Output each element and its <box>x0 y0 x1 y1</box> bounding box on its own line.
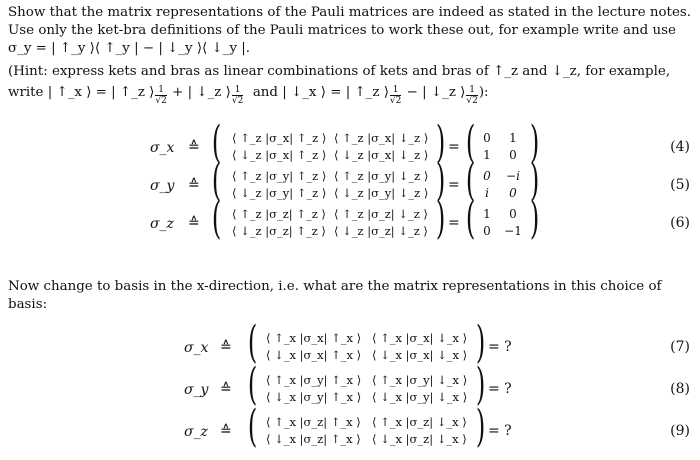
equation-label: σ_x <box>184 340 209 356</box>
right-paren: ) <box>529 117 540 168</box>
hint-part-b: + | ↓_z ⟩ <box>172 85 231 100</box>
fraction-numerator: 1 <box>155 85 166 96</box>
fraction <box>390 85 401 106</box>
fraction-numerator: 1 <box>466 85 477 96</box>
left-paren: ( <box>465 117 476 168</box>
fraction <box>466 85 477 106</box>
intro-line-2: Use only the ket-bra definitions of the Pauli matrices to work these out, for example write and use <box>8 23 676 38</box>
right-paren: ) <box>529 193 540 244</box>
matrix-cell: ⟨ ↑_z |σ_x| ↓_z ⟩ <box>334 131 429 145</box>
fraction <box>155 85 166 106</box>
matrix-cell: ⟨ ↓_z |σ_z| ↓_z ⟩ <box>334 224 428 238</box>
equation-number: (5) <box>670 177 690 193</box>
matrix-cell: ⟨ ↑_z |σ_y| ↓_z ⟩ <box>334 169 429 183</box>
matrix-cell: ⟨ ↑_x |σ_z| ↑_x ⟩ <box>266 415 361 429</box>
corresponds-symbol: ≙ <box>220 381 232 397</box>
matrix-value: −1 <box>504 224 522 238</box>
fraction <box>232 85 243 106</box>
matrix-cell: ⟨ ↓_x |σ_z| ↑_x ⟩ <box>266 432 361 446</box>
matrix-cell: ⟨ ↓_x |σ_z| ↓_x ⟩ <box>372 432 467 446</box>
intro-line-1: Show that the matrix representations of the Pauli matrices are indeed as stated in the lecture notes. <box>8 5 691 20</box>
matrix-value: 0 <box>483 169 491 183</box>
matrix-cell: ⟨ ↑_z |σ_y| ↑_z ⟩ <box>232 169 327 183</box>
right-paren: ) <box>475 359 486 410</box>
matrix-cell: ⟨ ↓_x |σ_y| ↓_x ⟩ <box>372 390 468 404</box>
corresponds-symbol: ≙ <box>188 215 200 231</box>
equals-sign: = <box>448 139 460 155</box>
matrix-cell: ⟨ ↑_x |σ_x| ↓_x ⟩ <box>372 331 468 345</box>
equation-label: σ_y <box>184 382 209 398</box>
hint-part-d: − | ↓_z ⟩ <box>406 85 466 100</box>
matrix-value: 0 <box>509 207 517 221</box>
matrix-value: 0 <box>509 148 517 162</box>
hint-line-1: (Hint: express kets and bras as linear combinations of kets and bras of ↑_z and ↓_z, for example, <box>8 64 671 79</box>
left-paren: ( <box>465 155 476 206</box>
equals-sign: = <box>448 177 460 193</box>
matrix-value: 1 <box>483 148 491 162</box>
equation-row-4 <box>0 117 700 168</box>
matrix-cell: ⟨ ↑_z |σ_z| ↓_z ⟩ <box>334 207 428 221</box>
corresponds-symbol: ≙ <box>220 423 232 439</box>
right-paren: ) <box>529 155 540 206</box>
equation-label: σ_z <box>150 216 174 232</box>
matrix-cell: ⟨ ↓_z |σ_x| ↓_z ⟩ <box>334 148 429 162</box>
equation-row-7 <box>0 317 700 368</box>
left-paren: ( <box>211 193 222 244</box>
unknown-result: = ? <box>488 381 512 397</box>
matrix-cell: ⟨ ↑_z |σ_x| ↑_z ⟩ <box>232 131 327 145</box>
matrix-value: 1 <box>483 207 491 221</box>
matrix-cell: ⟨ ↑_x |σ_x| ↑_x ⟩ <box>266 331 362 345</box>
equation-number: (7) <box>670 339 690 355</box>
left-paren: ( <box>211 155 222 206</box>
equation-number: (6) <box>670 215 690 231</box>
matrix-value: 0 <box>483 131 491 145</box>
equation-number: (8) <box>670 381 690 397</box>
equation-label: σ_x <box>150 140 175 156</box>
corresponds-symbol: ≙ <box>188 139 200 155</box>
fraction-numerator: 1 <box>232 85 243 96</box>
matrix-value: 0 <box>509 186 517 200</box>
matrix-value: 1 <box>509 131 517 145</box>
equation-row-8 <box>0 359 700 410</box>
hint-line-2 <box>8 84 692 106</box>
right-paren: ) <box>435 193 446 244</box>
matrix-value: −i <box>506 169 520 183</box>
hint-part-e: ): <box>478 85 489 100</box>
matrix-value: i <box>485 186 489 200</box>
matrix-cell: ⟨ ↑_x |σ_y| ↓_x ⟩ <box>372 373 468 387</box>
equation-row-9 <box>0 401 700 452</box>
left-paren: ( <box>247 401 258 452</box>
equation-number: (9) <box>670 423 690 439</box>
change-line-1: Now change to basis in the x-direction, i.e. what are the matrix representations in this choice of <box>8 279 662 294</box>
fraction-denominator: √2 <box>389 96 402 106</box>
fraction-denominator: √2 <box>231 96 244 106</box>
matrix-cell: ⟨ ↓_z |σ_x| ↑_z ⟩ <box>232 148 327 162</box>
left-paren: ( <box>247 359 258 410</box>
right-paren: ) <box>475 401 486 452</box>
left-paren: ( <box>465 193 476 244</box>
change-line-2: basis: <box>8 297 48 312</box>
intro-line-3: σ_y = | ↑_y ⟩⟨ ↑_y | − | ↓_y ⟩⟨ ↓_y |. <box>8 41 251 56</box>
fraction-numerator: 1 <box>390 85 401 96</box>
matrix-cell: ⟨ ↓_x |σ_y| ↑_x ⟩ <box>266 390 362 404</box>
equals-sign: = <box>448 215 460 231</box>
right-paren: ) <box>475 317 486 368</box>
matrix-cell: ⟨ ↓_x |σ_x| ↑_x ⟩ <box>266 348 362 362</box>
equation-label: σ_y <box>150 178 175 194</box>
hint-part-a: write | ↑_x ⟩ = | ↑_z ⟩ <box>8 85 155 100</box>
matrix-cell: ⟨ ↓_z |σ_y| ↑_z ⟩ <box>232 186 327 200</box>
matrix-cell: ⟨ ↓_x |σ_x| ↓_x ⟩ <box>372 348 468 362</box>
corresponds-symbol: ≙ <box>220 339 232 355</box>
matrix-cell: ⟨ ↓_z |σ_y| ↓_z ⟩ <box>334 186 429 200</box>
left-paren: ( <box>247 317 258 368</box>
matrix-cell: ⟨ ↑_x |σ_z| ↓_x ⟩ <box>372 415 467 429</box>
fraction-denominator: √2 <box>466 96 478 106</box>
fraction-denominator: √2 <box>155 96 167 106</box>
matrix-value: 0 <box>483 224 491 238</box>
hint-part-c: and | ↓_x ⟩ = | ↑_z ⟩ <box>252 85 389 100</box>
matrix-cell: ⟨ ↓_z |σ_z| ↑_z ⟩ <box>232 224 326 238</box>
right-paren: ) <box>435 155 446 206</box>
left-paren: ( <box>211 117 222 168</box>
corresponds-symbol: ≙ <box>188 177 200 193</box>
equation-number: (4) <box>670 139 690 155</box>
unknown-result: = ? <box>488 423 512 439</box>
equation-label: σ_z <box>184 424 208 440</box>
right-paren: ) <box>435 117 446 168</box>
matrix-cell: ⟨ ↑_x |σ_y| ↑_x ⟩ <box>266 373 362 387</box>
matrix-cell: ⟨ ↑_z |σ_z| ↑_z ⟩ <box>232 207 326 221</box>
unknown-result: = ? <box>488 339 512 355</box>
